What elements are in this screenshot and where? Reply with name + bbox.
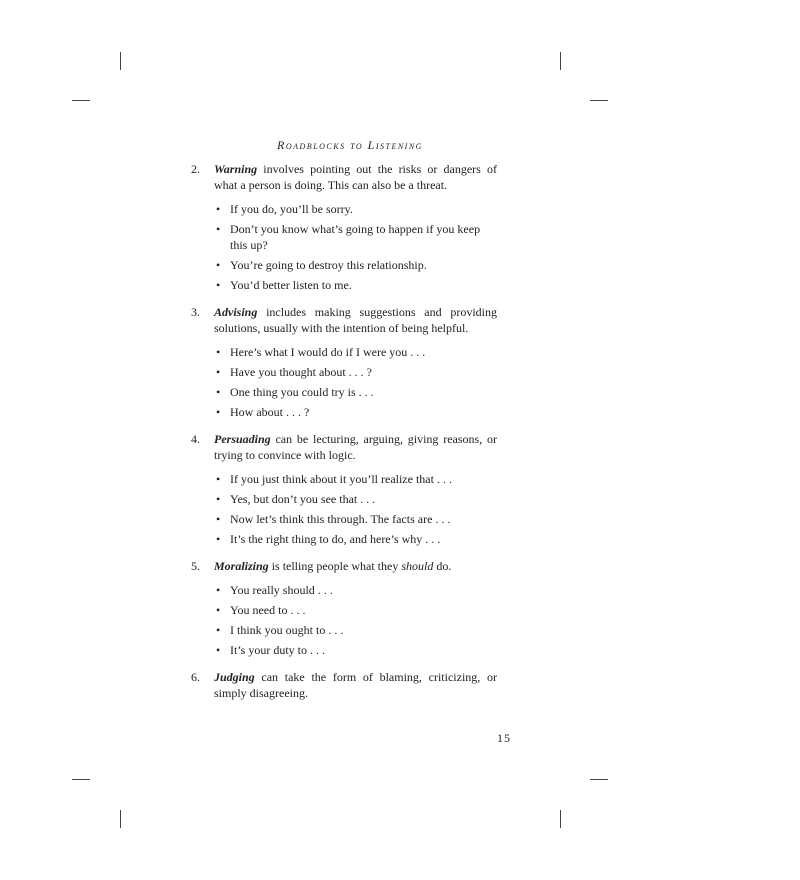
list-item	[191, 558, 497, 658]
example-list	[214, 344, 497, 420]
example-item: • You’d better listen to me.	[214, 277, 497, 293]
item-text: involves pointing out the risks or dangers of what a person is doing. This can also be a threat.	[214, 162, 497, 192]
example-item: • You really should . . .	[214, 582, 497, 598]
list-item	[191, 161, 497, 293]
page-number: 15	[497, 731, 511, 745]
item-term: Persuading	[214, 432, 271, 446]
crop-mark	[120, 52, 121, 70]
example-item: • You’re going to destroy this relationship.	[214, 257, 497, 273]
item-number: 3.	[191, 305, 200, 319]
item-number: 2.	[191, 162, 200, 176]
example-item: • Don’t you know what’s going to happen if you keep this up?	[214, 221, 497, 253]
example-list	[214, 582, 497, 658]
item-number: 4.	[191, 432, 200, 446]
example-item: • If you do, you’ll be sorry.	[214, 201, 497, 217]
example-item: • I think you ought to . . .	[214, 622, 497, 638]
page-body	[191, 161, 497, 712]
example-item: • If you just think about it you’ll realize that . . .	[214, 471, 497, 487]
item-term: Judging	[214, 670, 255, 684]
crop-mark	[590, 100, 608, 101]
example-item: • Yes, but don’t you see that . . .	[214, 491, 497, 507]
crop-mark	[560, 52, 561, 70]
item-number: 6.	[191, 670, 200, 684]
item-description	[214, 558, 497, 574]
item-number: 5.	[191, 559, 200, 573]
crop-mark	[120, 810, 121, 828]
list-item	[191, 431, 497, 547]
item-term: Warning	[214, 162, 258, 176]
item-description	[214, 304, 497, 336]
item-description	[214, 161, 497, 193]
running-header: Roadblocks to Listening	[277, 138, 423, 152]
example-item: • How about . . . ?	[214, 404, 497, 420]
example-list	[214, 471, 497, 547]
crop-mark	[72, 779, 90, 780]
crop-mark	[560, 810, 561, 828]
item-emphasis: should	[401, 559, 434, 573]
example-item: • It’s your duty to . . .	[214, 642, 497, 658]
item-text: do.	[433, 559, 452, 573]
item-text: is telling people what they	[268, 559, 402, 573]
crop-mark	[72, 100, 90, 101]
item-text: can take the form of blaming, criticizing, or simply disagreeing.	[214, 670, 497, 700]
example-item: • One thing you could try is . . .	[214, 384, 497, 400]
item-text: includes making suggestions and providing solutions, usually with the intention of being helpful.	[214, 305, 497, 335]
example-item: • Now let’s think this through. The facts are . . .	[214, 511, 497, 527]
item-term: Advising	[214, 305, 258, 319]
item-text: can be lecturing, arguing, giving reasons, or trying to convince with logic.	[214, 432, 497, 462]
item-description	[214, 669, 497, 701]
example-list	[214, 201, 497, 293]
item-description	[214, 431, 497, 463]
example-item: • You need to . . .	[214, 602, 497, 618]
list-item	[191, 304, 497, 420]
item-term: Moralizing	[214, 559, 269, 573]
list-item	[191, 669, 497, 701]
example-item: • Have you thought about . . . ?	[214, 364, 497, 380]
example-item: • Here’s what I would do if I were you . . .	[214, 344, 497, 360]
crop-mark	[590, 779, 608, 780]
example-item: • It’s the right thing to do, and here’s why . . .	[214, 531, 497, 547]
